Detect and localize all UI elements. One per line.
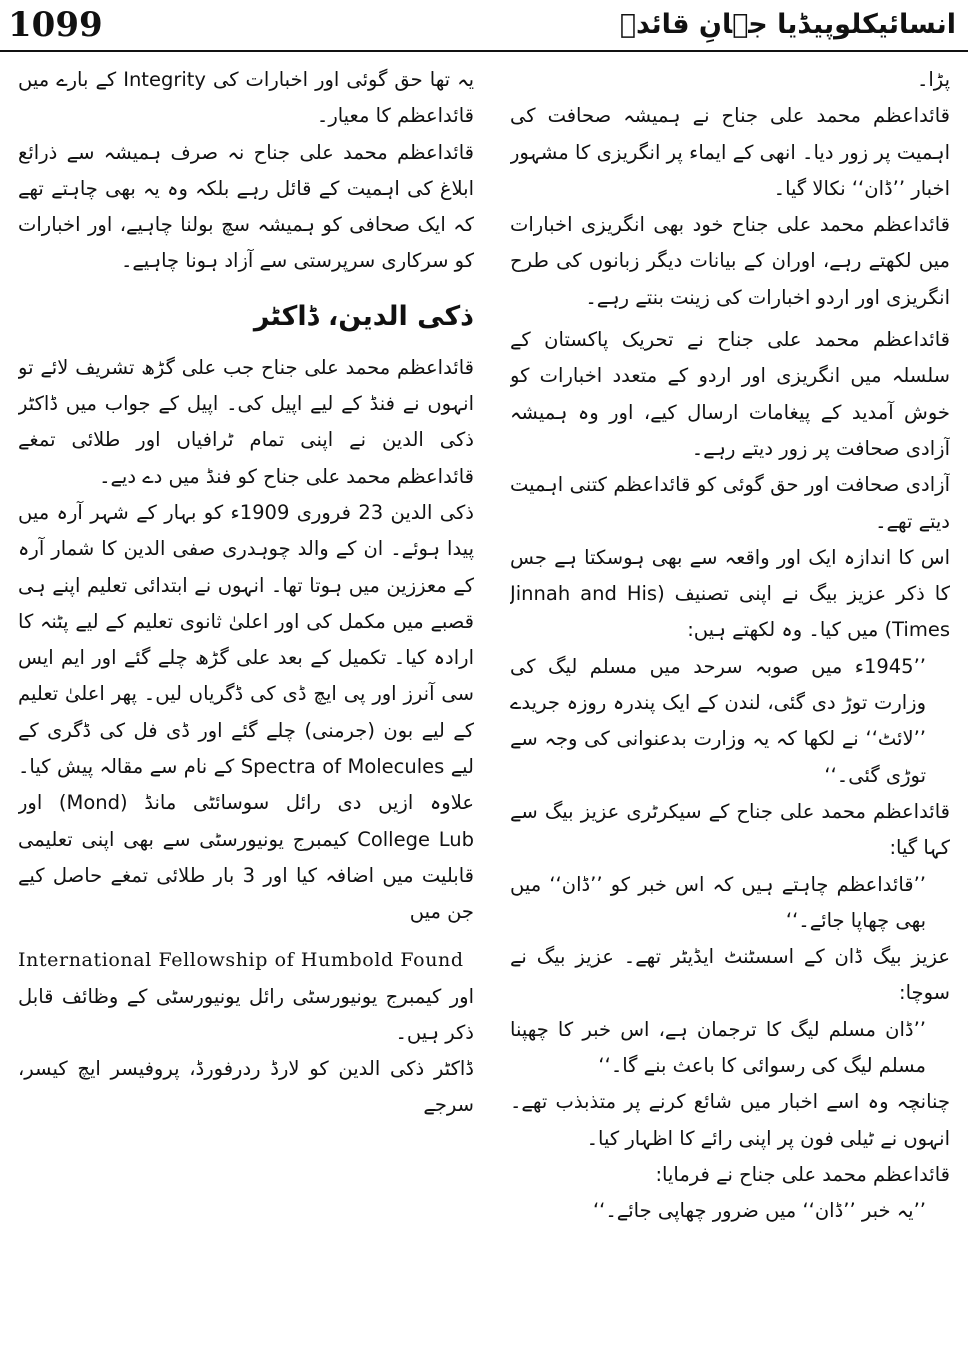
paragraph: آزادی صحافت اور حق گوئی کو قائداعظم کتنی اہمیت دیتے تھے۔ — [510, 473, 950, 533]
block-quote: ’’یہ خبر ’’ڈان‘‘ میں ضرور چھاپی جائے۔‘‘ — [592, 1199, 926, 1223]
right-column — [510, 62, 950, 1362]
paragraph: قائداعظم محمد علی جناح نے ہمیشہ صحافت کی اہمیت پر زور دیا۔ انھی کے ایماء پر انگریزی کا مشہور اخبار ’’ڈان‘‘ نکالا گیا۔ — [510, 104, 950, 200]
block-quote: ’’قائداعظم چاہتے ہیں کہ اس خبر کو ’’ڈان‘‘ میں بھی چھاپا جائے۔‘‘ — [510, 872, 926, 932]
left-column — [18, 62, 474, 1362]
paragraph: قائداعظم محمد علی جناح کے سیکرٹری عزیز بیگ سے کہا گیا: — [510, 799, 950, 860]
paragraph: ڈاکٹر ذکی الدین کو لارڈ ردرفورڈ، پروفیسر ایچ کیسر، سرجے — [18, 1057, 474, 1117]
page-header — [0, 0, 968, 52]
entry-heading: ذکی الدین، ڈاکٹر — [253, 300, 474, 332]
paragraph: اس کا اندازہ ایک اور واقعہ سے بھی ہوسکتا ہے جس کا ذکر عزیز بیگ نے اپنی تصنیف (Jinnah and His Times) میں کیا۔ وہ لکھتے ہیں: — [510, 545, 950, 642]
paragraph: ذکی الدین 23 فروری 1909ء کو بہار کے شہر آرہ میں پیدا ہوئے۔ ان کے والد چوہدری صفی الدین کا شمار آرہ کے معززین میں ہوتا تھا۔ انہوں نے ابتدائی تعلیم اپنے ہی قصبے میں مکمل کی اور اعلیٰ ثانوی تعلیم کے لیے پٹنہ کا ارادہ کیا۔ تکمیل کے بعد علی گڑھ چلے گئے اور ایم ایس سی آنرز اور پی ایچ ڈی کی ڈگریاں لیں۔ پھر اعلیٰ تعلیم کے لیے بون (جرمنی) چلے گئے اور ڈی فل کی ڈگری کے لیے Spectra of Molecules کے نام سے مقالہ پیش کیا۔ علاوہ ازیں دی رائل سوسائٹی مانڈ (Mond) اور College Lub کیمبرج یونیورسٹی سے بھی اپنی تعلیمی قابلیت میں اضافہ کیا اور 3 بار طلائی تمغے حاصل کیے جن میں — [18, 500, 474, 924]
paragraph: قائداعظم محمد علی جناح خود بھی انگریزی اخبارات میں لکھتے رہے، اوران کے بیانات دیگر زبانوں کی طرح انگریزی اور اردو اخبارات کی زینت بنتے رہے۔ — [510, 213, 950, 309]
paragraph: پڑا۔ — [916, 68, 950, 91]
block-quote: ’’1945ء میں صوبہ سرحد میں مسلم لیگ کی وزارت توڑ دی گئی، لندن کے ایک پندرہ روزہ جریدے ’’لائٹ‘‘ نے لکھا کہ یہ وزارت بدعنوانی کی وجہ سے توڑی گئی۔‘‘ — [510, 654, 926, 787]
paragraph: یہ تھا حق گوئی اور اخبارات کی Integrity کے بارے میں قائداعظم کا معیار۔ — [18, 68, 474, 128]
paragraph: اور کیمبرج یونیورسٹی رائل یونیورسٹی کے وظائف قابل ذکر ہیں۔ — [18, 984, 474, 1044]
running-title: انسائیکلوپیڈیا جہانِ قائدؒ — [619, 9, 956, 40]
paragraph: قائداعظم محمد علی جناح نہ صرف ہمیشہ سے ذرائع ابلاغ کی اہمیت کے قائل رہے بلکہ وہ یہ بھی چاہتے تھے کہ ایک صحافی کو ہمیشہ سچ بولنا چاہیے، اور اخبارات کو سرکاری سرپرستی سے آزاد ہونا چاہیے۔ — [18, 140, 474, 273]
english-line: International Fellowship of Humbold Found — [18, 948, 464, 971]
paragraph: قائداعظم محمد علی جناح جب علی گڑھ تشریف لائے تو انہوں نے فنڈ کے لیے اپیل کی۔ اپیل کے جواب میں ڈاکٹر ذکی الدین نے اپنی تمام ٹرافیاں اور طلائی تمغے قائداعظم محمد علی جناح کو فنڈ میں دے دیے۔ — [18, 355, 474, 488]
paragraph: عزیز بیگ ڈان کے اسسٹنٹ ایڈیٹر تھے۔ عزیز بیگ نے سوچا: — [510, 945, 950, 1005]
block-quote: ’’ڈان مسلم لیگ کا ترجمان ہے، اس خبر کا چھپنا مسلم لیگ کی رسوائی کا باعث بنے گا۔‘‘ — [510, 1017, 926, 1078]
paragraph: قائداعظم محمد علی جناح نے فرمایا: — [655, 1162, 950, 1186]
paragraph: چنانچہ وہ اسے اخبار میں شائع کرنے پر متذبذب تھے۔ انہوں نے ٹیلی فون پر اپنی رائے کا اظہار کیا۔ — [510, 1090, 950, 1150]
page-number: 1099 — [8, 5, 103, 45]
paragraph: قائداعظم محمد علی جناح نے تحریک پاکستان کے سلسلہ میں انگریزی اور اردو کے متعدد اخبارات کو خوش آمدید کے پیغامات ارسال کیے، اور وہ ہمیشہ آزادی صحافت پر زور دیتے رہے۔ — [510, 328, 950, 460]
